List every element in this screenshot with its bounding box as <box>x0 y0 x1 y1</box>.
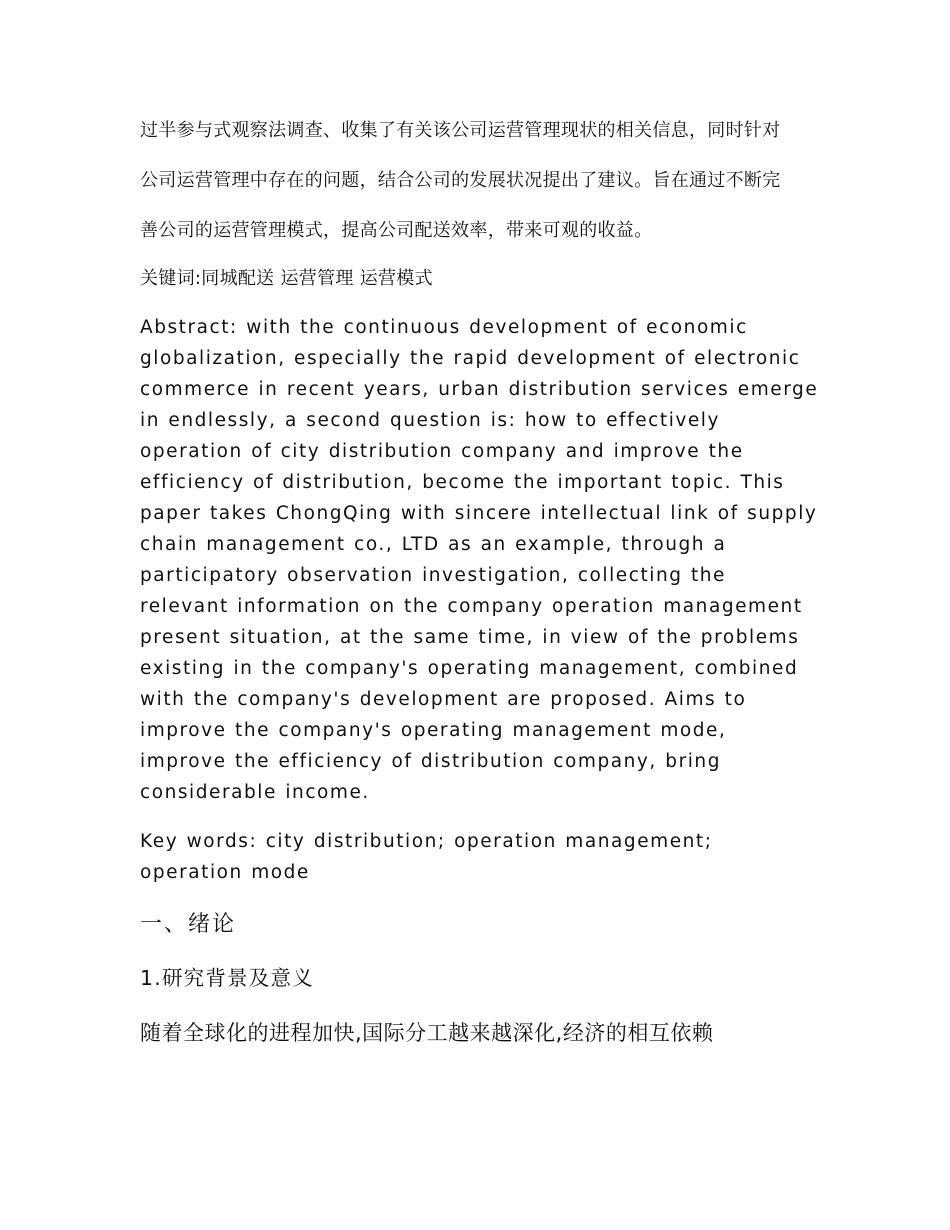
subsection-heading: 1.研究背景及意义 <box>140 966 314 990</box>
keywords-cn: 关键词:同城配送 运营管理 运营模式 <box>140 268 433 289</box>
abstract-en: Abstract: with the continuous development of economic globalization, especially the rapid development of electronic commerce in recent years, urban distribution services emerge in endlessly, a second question is: how to effectively operation of city distribution company and improve the efficiency of distribution, become the important topic. This paper takes ChongQing with sincere intellectual link of supply chain management co., LTD as an example, through a participatory observation investigation, collecting the relevant information on the company operation management present situation, at the same time, in view of the problems existing in the company's operating management, combined with the company's development are proposed. Aims to improve the company's operating management mode, improve the efficiency of distribution company, bring considerable income. <box>140 317 819 803</box>
body-paragraph: 随着全球化的进程加快,国际分工越来越深化,经济的相互依赖 <box>140 1021 714 1045</box>
section-heading: 一、绪论 <box>140 912 237 937</box>
paragraph-cn-2: 公司运营管理中存在的问题，结合公司的发展状况提出了建议。旨在通过不断完 <box>140 170 781 191</box>
document-page <box>140 116 820 1050</box>
keywords-en: Key words: city distribution; operation management; operation mode <box>140 831 713 883</box>
paragraph-cn-3: 善公司的运营管理模式，提高公司配送效率，带来可观的收益。 <box>140 220 653 241</box>
paragraph-cn-1: 过半参与式观察法调查、收集了有关该公司运营管理现状的相关信息，同时针对 <box>140 120 781 141</box>
